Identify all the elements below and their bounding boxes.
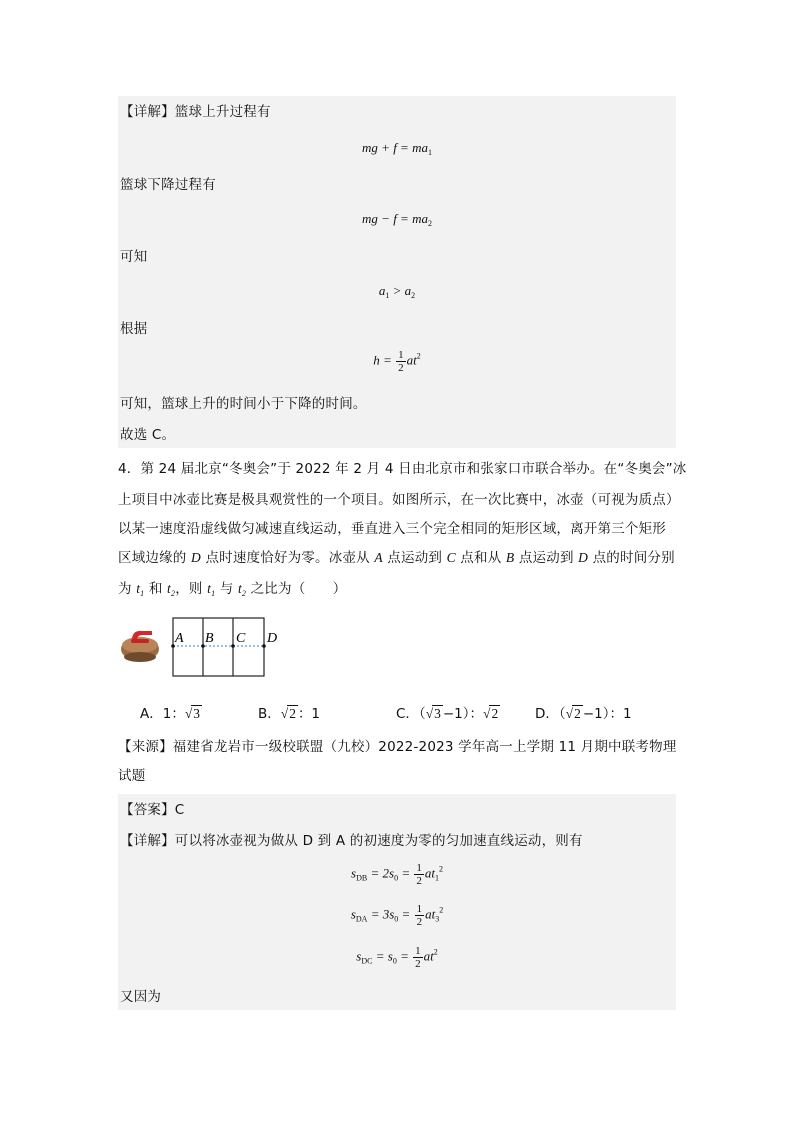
equation-height: h = $\frac{1}{2}$ $at^2$	[373, 349, 421, 374]
question-line-2: 上项目中冰壶比赛是极具观赏性的一个项目。如图所示，在一次比赛中，冰壶（可视为质点）	[118, 492, 680, 508]
point-d	[262, 644, 266, 648]
question-line-4: 区域边缘的 D 点时速度恰好为零。冰壶从 A 点运动到 C 点和从 B 点运动到 D 点的时间分别	[118, 550, 675, 566]
curling-stone-icon	[121, 631, 159, 662]
option-b: B．√2 ：1	[258, 706, 321, 722]
option-a: A．1：√3	[140, 706, 200, 722]
answer-tail: 又因为	[120, 989, 162, 1005]
label-b: B	[205, 631, 214, 646]
answer-label: 【答案】C	[120, 802, 185, 818]
label-d: D	[267, 631, 278, 646]
detail-know: 可知	[120, 249, 148, 265]
region-box	[173, 618, 264, 676]
question-line-5: 为 $t_1$ 和 $t_2$，则 $t_1$ 与 $t_2$ 之比为（ ）	[118, 581, 347, 598]
label-a: A	[175, 631, 184, 646]
equation-rise: mg + $f = ma_1$	[362, 140, 432, 157]
label-c: C	[236, 631, 246, 646]
source-line-2: 试题	[118, 768, 146, 784]
detail-conclusion: 可知，篮球上升的时间小于下降的时间。	[120, 396, 367, 412]
answer-background	[118, 794, 676, 1010]
detail-choice: 故选 C。	[120, 427, 176, 443]
equation-sdb: $s_{DB} = 2s_0$ = $\frac{1}{2}$ $at_1^2$	[351, 862, 443, 887]
equation-fall: mg − $f = ma_2$	[362, 211, 432, 228]
detail-descend: 篮球下降过程有	[120, 177, 216, 193]
curling-figure	[118, 612, 288, 686]
equation-sdc: $s_{DC} = s_0$ = $\frac{1}{2}$ $at^2$	[356, 945, 438, 970]
detail-basis: 根据	[120, 321, 148, 337]
curling-diagram	[118, 612, 288, 682]
source-line-1: 【来源】福建省龙岩市一级校联盟（九校）2022-2023 学年高一上学期 11 月期中联考物理	[118, 739, 677, 755]
option-d: D．（√2 −1）：1	[535, 706, 632, 722]
question-line-1: 4．第 24 届北京“冬奥会”于 2022 年 2 月 4 日由北京市和张家口市联合举办。在“冬奥会”冰	[118, 461, 687, 477]
answer-detail: 【详解】可以将冰壶视为做从 D 到 A 的初速度为零的匀加速直线运动，则有	[120, 833, 583, 849]
equation-sda: $s_{DA} = 3s_0$ = $\frac{1}{2}$ $at_3^2$	[350, 903, 444, 928]
detail-heading: 【详解】篮球上升过程有	[120, 104, 271, 120]
option-c: C．（√3 −1）：√2	[396, 706, 499, 722]
equation-compare: $a_1 > a_2$	[378, 283, 416, 300]
point-c	[231, 644, 235, 648]
question-line-3: 以某一速度沿虚线做匀减速直线运动，垂直进入三个完全相同的矩形区域，离开第三个矩形	[118, 521, 666, 537]
